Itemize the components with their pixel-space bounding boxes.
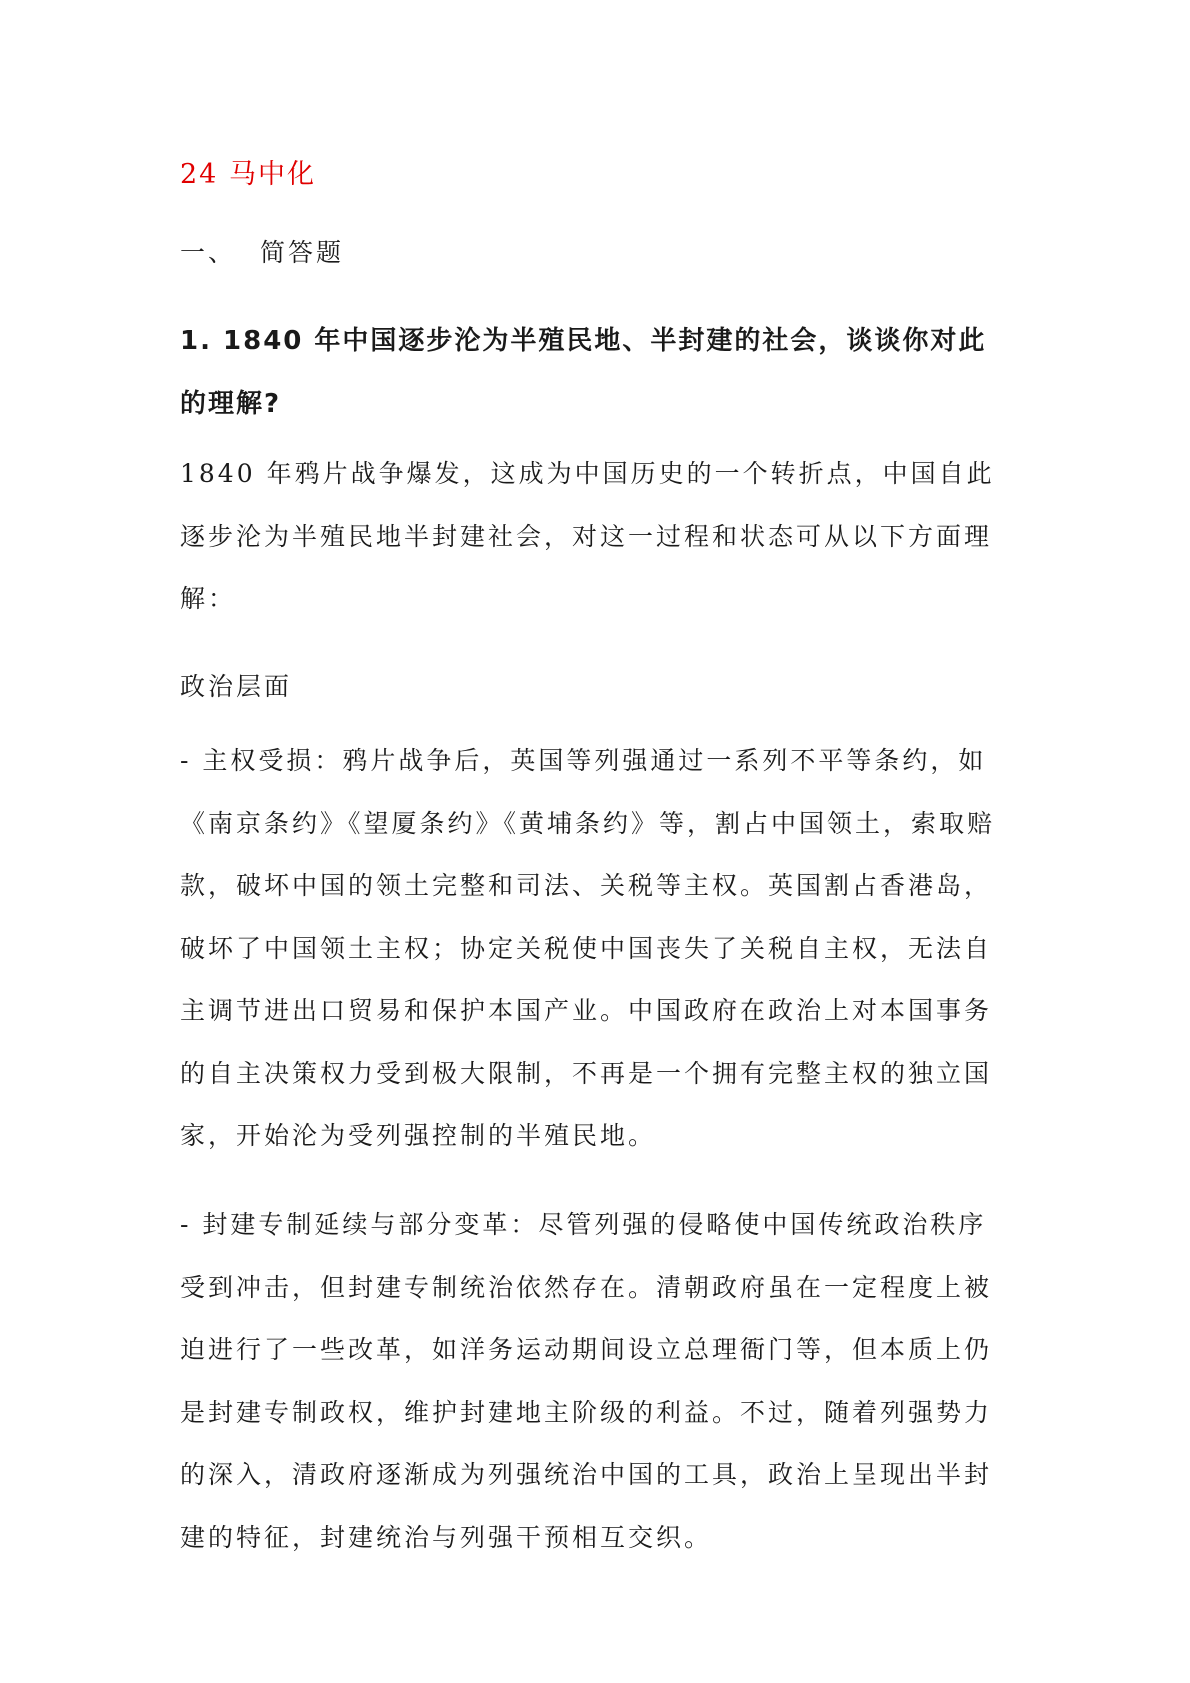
section-heading bbox=[180, 235, 344, 271]
section-number: 一、 bbox=[180, 238, 237, 267]
subheading-politics: 政治层面 bbox=[180, 672, 293, 701]
section-label: 简答题 bbox=[260, 238, 345, 267]
point-sovereignty: - 主权受损：鸦片战争后，英国等列强通过一系列不平等条约，如《南京条约》《望厦条约》《黄埔条约》等，割占中国领土，索取赔款，破坏中国的领土完整和司法、关税等主权。英国割占香港岛，破坏了中国领土主权；协定关税使中国丧失了关税自主权，无法自主调节进出口贸易和保护本国产业。中国政府在政治上对本国事务的自主决策权力受到极大限制，不再是一个拥有完整主权的独立国家，开始沦为受列强控制的半殖民地。 bbox=[180, 746, 996, 1150]
document-title: 24 马中化 bbox=[180, 159, 316, 190]
point-feudal-autocracy: - 封建专制延续与部分变革：尽管列强的侵略使中国传统政治秩序受到冲击，但封建专制统治依然存在。清朝政府虽在一定程度上被迫进行了一些改革，如洋务运动期间设立总理衙门等，但本质上仍是封建专制政权，维护封建地主阶级的利益。不过，随着列强势力的深入，清政府逐渐成为列强统治中国的工具，政治上呈现出半封建的特征，封建统治与列强干预相互交织。 bbox=[180, 1210, 993, 1552]
question-text: 1. 1840 年中国逐步沦为半殖民地、半封建的社会，谈谈你对此的理解? bbox=[180, 326, 987, 419]
intro-paragraph: 1840 年鸦片战争爆发，这成为中国历史的一个转折点，中国自此逐步沦为半殖民地半封建社会，对这一过程和状态可从以下方面理解： bbox=[180, 459, 995, 613]
